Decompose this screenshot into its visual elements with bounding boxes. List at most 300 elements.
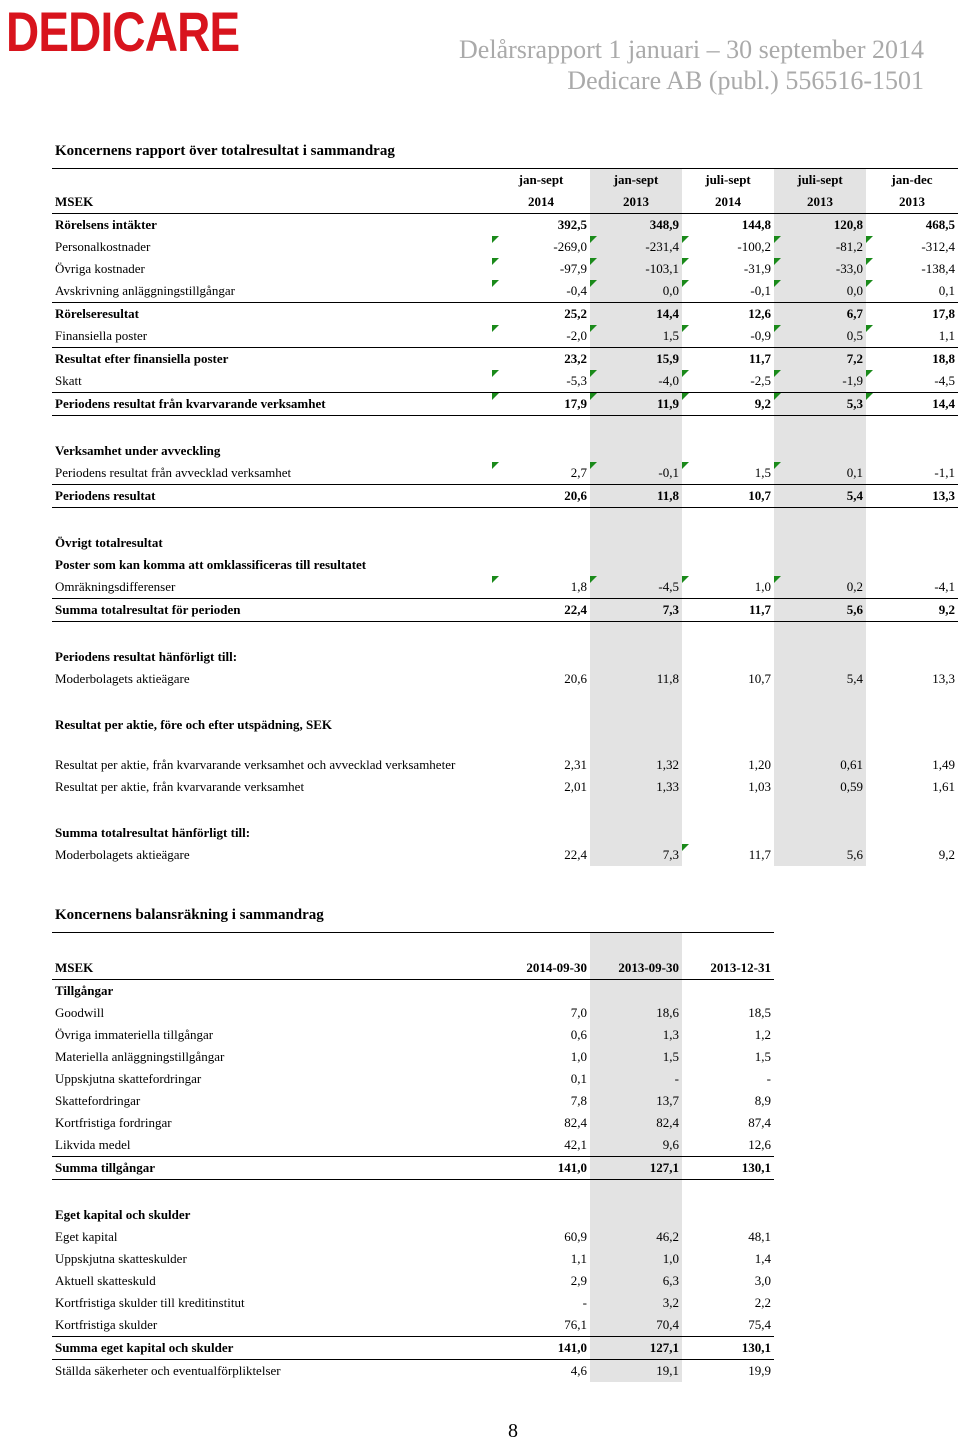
value-cell: 9,2: [682, 393, 774, 416]
value-cell: 1,0: [682, 576, 774, 599]
value-cell: 1,1: [570, 1251, 587, 1266]
value-cell: 120,8: [774, 214, 866, 237]
value-cell: 9,2: [866, 599, 958, 622]
empty-cell: [682, 532, 774, 554]
row-label: Likvida medel: [55, 1137, 131, 1152]
table-row: [52, 1134, 774, 1157]
value-cell: -231,4: [590, 236, 682, 258]
table-row: [52, 1270, 774, 1292]
table-row: [52, 485, 958, 508]
table-row: [52, 599, 958, 622]
empty-cell: [492, 798, 590, 822]
table-row: [52, 348, 958, 371]
column-period: juli-sept: [774, 169, 866, 192]
value-cell: 0,1: [774, 462, 866, 485]
spacer-row: [52, 508, 958, 533]
value-cell: 0,5: [774, 325, 866, 348]
value-cell: 60,9: [564, 1229, 587, 1244]
value-cell: -0,9: [682, 325, 774, 348]
table-row: [52, 1292, 774, 1314]
empty-cell: [52, 416, 492, 441]
empty-cell: [866, 646, 958, 668]
value-cell: 1,0: [570, 1049, 587, 1064]
empty-cell: [682, 440, 774, 462]
value-cell: 3,2: [590, 1292, 682, 1314]
row-label: Kortfristiga skulder: [55, 1317, 158, 1332]
column-period: jan-sept: [492, 169, 590, 192]
value-cell: 4,6: [570, 1363, 587, 1378]
value-cell: -4,5: [590, 576, 682, 599]
table-row: [52, 393, 958, 416]
value-cell: 19,9: [748, 1363, 771, 1378]
table-row: [52, 462, 958, 485]
empty-cell: [682, 822, 774, 844]
empty-cell: [774, 622, 866, 647]
empty-cell: [866, 690, 958, 714]
row-label: Resultat efter finansiella poster: [52, 348, 492, 371]
table-row: [52, 1248, 774, 1270]
value-cell: 18,6: [590, 1002, 682, 1024]
value-cell: 82,4: [590, 1112, 682, 1134]
value-cell: 141,0: [492, 1337, 590, 1360]
value-cell: -269,0: [492, 236, 590, 258]
value-cell: 1,5: [754, 1049, 771, 1064]
section-heading: Resultat per aktie, före och efter utspädning, SEK: [55, 717, 332, 732]
table-row: [52, 1024, 774, 1046]
value-cell: 144,8: [741, 217, 771, 232]
empty-cell: [590, 554, 682, 576]
empty-cell: [682, 933, 774, 958]
value-cell: -: [590, 1068, 682, 1090]
section-heading-row: [52, 440, 958, 462]
section-heading: Periodens resultat hänförligt till:: [55, 649, 238, 664]
table-row: [52, 576, 958, 599]
empty-cell: [590, 714, 682, 736]
empty-cell: [52, 690, 492, 714]
empty-cell: [52, 933, 492, 958]
spacer-row: [52, 1180, 774, 1205]
empty-cell: [774, 440, 866, 462]
row-label: Uppskjutna skatteskulder: [55, 1251, 187, 1266]
row-label: Uppskjutna skattefordringar: [55, 1071, 202, 1086]
empty-cell: [590, 1180, 682, 1205]
value-cell: 1,32: [590, 736, 682, 776]
empty-cell: [774, 508, 866, 533]
value-cell: -138,4: [866, 258, 958, 280]
value-cell: 11,7: [682, 348, 774, 371]
row-label: Rörelseresultat: [52, 303, 492, 326]
empty-cell: [492, 554, 590, 576]
value-cell: 46,2: [590, 1226, 682, 1248]
empty-cell: [866, 622, 958, 647]
value-cell: 87,4: [748, 1115, 771, 1130]
empty-cell: [492, 1204, 590, 1226]
row-label: Omräkningsdifferenser: [55, 579, 176, 594]
value-cell: 0,59: [774, 776, 866, 798]
row-label: Resultat per aktie, från kvarvarande verksamhet: [55, 779, 305, 794]
income-statement-title: Koncernens rapport över totalresultat i sammandrag: [55, 143, 395, 159]
value-cell: 11,7: [682, 844, 774, 866]
spacer-row: [52, 798, 958, 822]
empty-cell: [866, 416, 958, 441]
value-cell: -81,2: [774, 236, 866, 258]
empty-cell: [590, 822, 682, 844]
value-cell: -33,0: [774, 258, 866, 280]
row-label: Kortfristiga skulder till kreditinstitut: [55, 1295, 245, 1310]
value-cell: 6,3: [590, 1270, 682, 1292]
table-row: [52, 844, 958, 866]
table-row: [52, 258, 958, 280]
value-cell: 141,0: [492, 1157, 590, 1180]
table-row: [52, 668, 958, 690]
column-period: jan-dec: [866, 169, 958, 192]
value-cell: 468,5: [925, 217, 955, 232]
section-heading-row: [52, 554, 958, 576]
value-cell: -97,9: [492, 258, 590, 280]
value-cell: 11,7: [682, 599, 774, 622]
section-heading: Poster som kan komma att omklassificeras till resultatet: [55, 557, 367, 572]
value-cell: 82,4: [564, 1115, 587, 1130]
value-cell: -0,1: [682, 280, 774, 303]
row-label: Övriga kostnader: [55, 261, 145, 276]
value-cell: -1,9: [774, 370, 866, 393]
empty-cell: [492, 690, 590, 714]
unit-label: MSEK: [52, 957, 492, 980]
value-cell: 1,5: [590, 1046, 682, 1068]
value-cell: 11,8: [590, 668, 682, 690]
value-cell: 1,0: [590, 1248, 682, 1270]
value-cell: 2,01: [564, 779, 587, 794]
value-cell: 14,4: [866, 393, 958, 416]
column-header-row: [52, 169, 958, 192]
table-row: [52, 1090, 774, 1112]
value-cell: 1,4: [754, 1251, 771, 1266]
value-cell: 1,2: [754, 1027, 771, 1042]
section-heading-row: [52, 714, 958, 736]
empty-cell: [492, 416, 590, 441]
value-cell: 14,4: [590, 303, 682, 326]
value-cell: 3,0: [754, 1273, 771, 1288]
empty-cell: [590, 508, 682, 533]
balance-sheet-title: Koncernens balansräkning i sammandrag: [55, 907, 324, 923]
value-cell: 130,1: [682, 1337, 774, 1360]
empty-cell: [492, 508, 590, 533]
value-cell: 127,1: [590, 1337, 682, 1360]
row-label: Skatt: [55, 373, 82, 388]
section-heading-row: [52, 646, 958, 668]
empty-cell: [492, 933, 590, 958]
value-cell: 23,2: [492, 348, 590, 371]
value-cell: -4,5: [866, 370, 958, 393]
empty-cell: [492, 646, 590, 668]
value-cell: 10,7: [682, 485, 774, 508]
income-statement-table: [52, 168, 958, 866]
empty-cell: [774, 416, 866, 441]
table-row: [52, 303, 958, 326]
value-cell: 0,0: [774, 280, 866, 303]
value-cell: 8,9: [754, 1093, 771, 1108]
empty-cell: [682, 690, 774, 714]
empty-cell: [682, 646, 774, 668]
column-date: 2013-09-30: [590, 957, 682, 980]
empty-cell: [590, 980, 682, 1003]
spacer-row: [52, 622, 958, 647]
row-label: Goodwill: [55, 1005, 105, 1020]
empty-cell: [774, 798, 866, 822]
dedicare-logo: DEDICARE: [6, 0, 240, 63]
table-row: [52, 1314, 774, 1337]
empty-cell: [866, 822, 958, 844]
value-cell: 75,4: [748, 1317, 771, 1332]
spacer-row: [52, 416, 958, 441]
row-label: Periodens resultat från avvecklad verksamhet: [55, 465, 292, 480]
row-label: Moderbolagets aktieägare: [55, 847, 190, 862]
empty-cell: [492, 822, 590, 844]
row-label: Rörelsens intäkter: [55, 217, 157, 232]
value-cell: 9,2: [938, 847, 955, 862]
column-period: juli-sept: [682, 169, 774, 192]
value-cell: 70,4: [590, 1314, 682, 1337]
value-cell: -100,2: [682, 236, 774, 258]
row-label: Avskrivning anläggningstillgångar: [55, 283, 235, 298]
value-cell: 1,8: [492, 576, 590, 599]
section-heading-row: [52, 822, 958, 844]
row-label: Moderbolagets aktieägare: [55, 671, 190, 686]
section-heading: Övrigt totalresultat: [55, 535, 163, 550]
row-label: Aktuell skatteskuld: [55, 1273, 156, 1288]
value-cell: 11,9: [590, 393, 682, 416]
row-label: Eget kapital: [55, 1229, 118, 1244]
column-header-row: [52, 957, 774, 980]
empty-cell: [682, 622, 774, 647]
empty-cell: [866, 554, 958, 576]
value-cell: 18,8: [866, 348, 958, 371]
table-row: [52, 1337, 774, 1360]
column-period: jan-sept: [590, 169, 682, 192]
value-cell: 9,6: [590, 1134, 682, 1157]
value-cell: -5,3: [492, 370, 590, 393]
empty-cell: [682, 798, 774, 822]
row-label: Skattefordringar: [55, 1093, 141, 1108]
empty-cell: [52, 1180, 492, 1205]
empty-cell: [590, 798, 682, 822]
report-title: Delårsrapport 1 januari – 30 september 2014: [459, 35, 924, 64]
row-label: Övriga immateriella tillgångar: [55, 1027, 214, 1042]
value-cell: 2,2: [754, 1295, 771, 1310]
empty-cell: [682, 714, 774, 736]
value-cell: 11,8: [590, 485, 682, 508]
value-cell: -31,9: [682, 258, 774, 280]
value-cell: -0,1: [590, 462, 682, 485]
empty-cell: [492, 622, 590, 647]
column-header-row: [52, 191, 958, 214]
empty-cell: [866, 714, 958, 736]
empty-cell: [590, 1204, 682, 1226]
value-cell: 0,1: [866, 280, 958, 303]
row-label: Kortfristiga fordringar: [55, 1115, 172, 1130]
empty-cell: [590, 933, 682, 958]
empty-cell: [774, 822, 866, 844]
empty-cell: [682, 554, 774, 576]
empty-cell: [52, 798, 492, 822]
row-label: Ställda säkerheter och eventualförpliktelser: [55, 1363, 281, 1378]
table-row: [52, 1360, 774, 1383]
empty-cell: [590, 416, 682, 441]
value-cell: 76,1: [564, 1317, 587, 1332]
value-cell: 13,3: [932, 671, 955, 686]
value-cell: 0,61: [774, 736, 866, 776]
empty-cell: [866, 798, 958, 822]
value-cell: 2,31: [564, 757, 587, 772]
value-cell: -2,0: [492, 325, 590, 348]
section-heading: Summa totalresultat hänförligt till:: [55, 825, 251, 840]
value-cell: 0,1: [570, 1071, 587, 1086]
value-cell: 1,61: [932, 779, 955, 794]
value-cell: 348,9: [590, 214, 682, 237]
row-label: Summa eget kapital och skulder: [52, 1337, 492, 1360]
section-heading-row: [52, 980, 774, 1003]
value-cell: 392,5: [557, 217, 587, 232]
empty-cell: [52, 169, 492, 192]
table-row: [52, 214, 958, 237]
table-row: [52, 736, 958, 776]
value-cell: 1,33: [590, 776, 682, 798]
empty-cell: [774, 714, 866, 736]
column-year: 2014: [492, 191, 590, 214]
value-cell: 17,9: [492, 393, 590, 416]
value-cell: -2,5: [682, 370, 774, 393]
value-cell: 19,1: [590, 1360, 682, 1383]
empty-cell: [492, 1180, 590, 1205]
section-heading: Tillgångar: [55, 983, 114, 998]
value-cell: -: [582, 1295, 587, 1310]
table-row: [52, 280, 958, 303]
value-cell: 1,03: [748, 779, 771, 794]
section-heading-row: [52, 1204, 774, 1226]
balance-sheet-table: [52, 932, 774, 1382]
value-cell: 0,6: [570, 1027, 587, 1042]
value-cell: 1,1: [866, 325, 958, 348]
value-cell: 1,5: [590, 325, 682, 348]
empty-cell: [590, 646, 682, 668]
empty-cell: [590, 440, 682, 462]
value-cell: 2,7: [492, 462, 590, 485]
table-row: [52, 1046, 774, 1068]
table-row: [52, 776, 958, 798]
row-label: Personalkostnader: [55, 239, 151, 254]
row-label: Finansiella poster: [55, 328, 148, 343]
empty-cell: [590, 690, 682, 714]
table-row: [52, 1226, 774, 1248]
empty-cell: [590, 622, 682, 647]
empty-cell: [492, 980, 590, 1003]
value-cell: 22,4: [492, 599, 590, 622]
empty-cell: [52, 622, 492, 647]
value-cell: 17,8: [866, 303, 958, 326]
column-date: 2014-09-30: [492, 957, 590, 980]
value-cell: 25,2: [492, 303, 590, 326]
page-number: 8: [508, 1420, 518, 1442]
value-cell: 5,4: [774, 485, 866, 508]
empty-cell: [866, 440, 958, 462]
spacer-row: [52, 933, 774, 958]
empty-cell: [774, 690, 866, 714]
value-cell: 15,9: [590, 348, 682, 371]
value-cell: 1,49: [932, 757, 955, 772]
section-heading-row: [52, 532, 958, 554]
empty-cell: [52, 508, 492, 533]
empty-cell: [590, 532, 682, 554]
column-year: 2013: [774, 191, 866, 214]
value-cell: 6,7: [774, 303, 866, 326]
row-label: Periodens resultat: [52, 485, 492, 508]
value-cell: 1,20: [748, 757, 771, 772]
empty-cell: [866, 508, 958, 533]
table-row: [52, 236, 958, 258]
empty-cell: [492, 532, 590, 554]
empty-cell: [774, 646, 866, 668]
company-name: Dedicare AB (publ.) 556516-1501: [567, 66, 924, 95]
table-row: [52, 370, 958, 393]
row-label: Materiella anläggningstillgångar: [55, 1049, 225, 1064]
column-year: 2014: [682, 191, 774, 214]
value-cell: 2,9: [570, 1273, 587, 1288]
value-cell: -103,1: [590, 258, 682, 280]
row-label: Summa tillgångar: [52, 1157, 492, 1180]
value-cell: 10,7: [748, 671, 771, 686]
empty-cell: [682, 1180, 774, 1205]
empty-cell: [866, 532, 958, 554]
column-year: 2013: [590, 191, 682, 214]
empty-cell: [682, 416, 774, 441]
value-cell: 0,0: [590, 280, 682, 303]
value-cell: -4,0: [590, 370, 682, 393]
value-cell: -: [766, 1071, 771, 1086]
value-cell: 5,6: [774, 844, 866, 866]
value-cell: 7,2: [774, 348, 866, 371]
value-cell: 20,6: [492, 485, 590, 508]
unit-label: MSEK: [52, 191, 492, 214]
value-cell: 12,6: [682, 303, 774, 326]
value-cell: 1,3: [590, 1024, 682, 1046]
value-cell: 48,1: [748, 1229, 771, 1244]
value-cell: -4,1: [934, 579, 955, 594]
row-label: Resultat per aktie, från kvarvarande verksamhet och avvecklad verksamheter: [55, 757, 456, 772]
empty-cell: [774, 554, 866, 576]
value-cell: 18,5: [748, 1005, 771, 1020]
section-heading: Verksamhet under avveckling: [55, 443, 221, 458]
empty-cell: [492, 714, 590, 736]
value-cell: 20,6: [564, 671, 587, 686]
empty-cell: [682, 508, 774, 533]
row-label: Periodens resultat från kvarvarande verksamhet: [52, 393, 492, 416]
value-cell: 22,4: [564, 847, 587, 862]
value-cell: 12,6: [748, 1137, 771, 1152]
value-cell: -1,1: [934, 465, 955, 480]
empty-cell: [682, 980, 774, 1003]
value-cell: 7,0: [570, 1005, 587, 1020]
value-cell: 5,4: [774, 668, 866, 690]
empty-cell: [682, 1204, 774, 1226]
row-label: Summa totalresultat för perioden: [52, 599, 492, 622]
section-heading: Eget kapital och skulder: [55, 1207, 191, 1222]
empty-cell: [492, 440, 590, 462]
table-row: [52, 1068, 774, 1090]
value-cell: 7,8: [570, 1093, 587, 1108]
table-row: [52, 325, 958, 348]
value-cell: 5,3: [774, 393, 866, 416]
table-row: [52, 1157, 774, 1180]
